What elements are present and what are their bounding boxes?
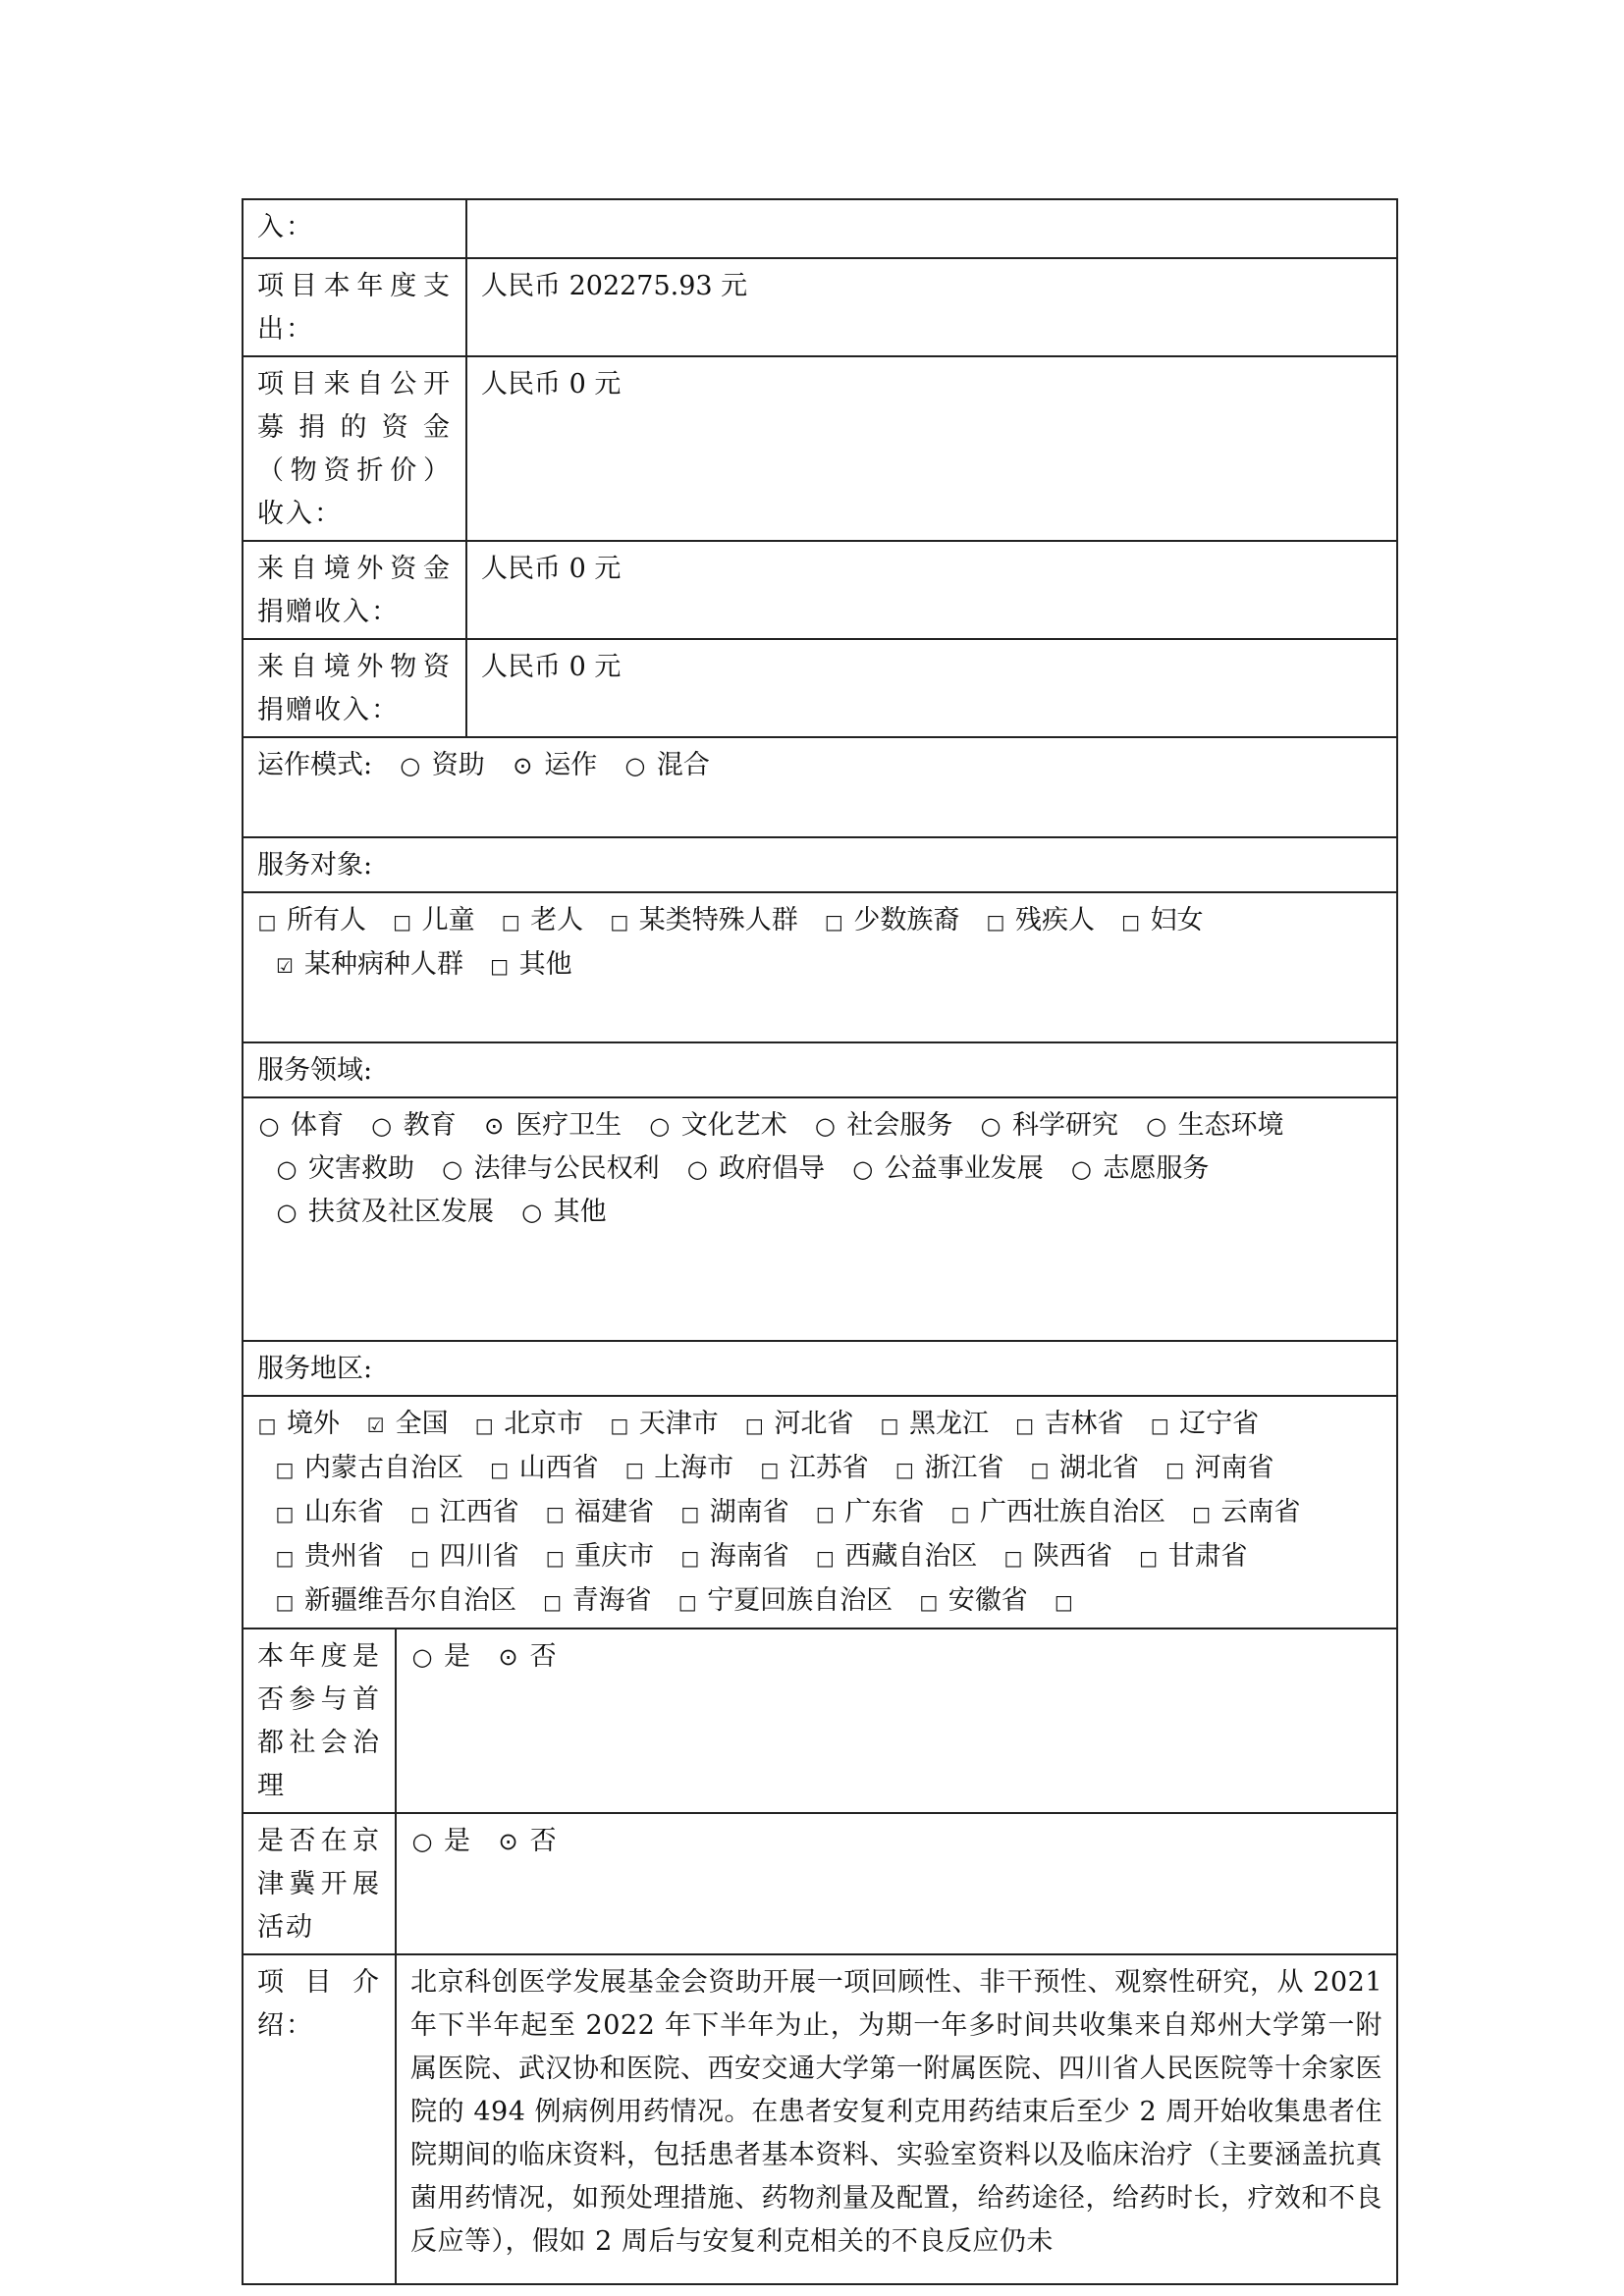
service-region-options-option[interactable] <box>257 1409 340 1439</box>
service-field-options-option[interactable] <box>834 1153 1044 1184</box>
option-label: 教育 <box>403 1110 457 1141</box>
service-field-options-option[interactable] <box>1127 1110 1284 1141</box>
option-label: 吉林省 <box>1044 1409 1124 1439</box>
service-region-options-option[interactable] <box>986 1541 1112 1572</box>
checkbox-icon[interactable]: □ <box>393 910 412 934</box>
service-region-options-option[interactable] <box>797 1497 924 1527</box>
service-region-options-option[interactable] <box>472 1453 599 1483</box>
service-region-options <box>243 1396 1397 1629</box>
checkbox-icon[interactable]: □ <box>257 1414 277 1437</box>
radio-icon[interactable]: ○ <box>411 1828 433 1855</box>
service-field-options-option[interactable] <box>352 1110 457 1141</box>
checkbox-icon[interactable]: □ <box>610 1414 629 1437</box>
option-label: 某种病种人群 <box>304 949 463 980</box>
service-region-options-option[interactable] <box>527 1497 654 1527</box>
radio-icon[interactable]: ○ <box>442 1155 463 1183</box>
checkbox-icon[interactable]: □ <box>1165 1458 1185 1481</box>
service-field-options-option[interactable] <box>257 1153 414 1184</box>
public-fundraising-label: 项目来自公开募捐的资金（物资折价）收入： <box>243 356 466 541</box>
option-label: 福建省 <box>574 1497 655 1527</box>
service-region-options-option[interactable] <box>607 1453 733 1483</box>
radio-icon[interactable]: ○ <box>258 1112 280 1140</box>
service-region-options-option[interactable] <box>663 1497 789 1527</box>
checkbox-icon[interactable]: □ <box>986 910 1005 934</box>
service-field-options <box>243 1097 1397 1341</box>
checkbox-icon[interactable]: □ <box>545 1546 565 1570</box>
service-region-options-option[interactable] <box>393 1541 519 1572</box>
checkbox-icon[interactable]: □ <box>744 1414 764 1437</box>
row-service-target-options <box>243 892 1397 1042</box>
radio-selected-icon[interactable]: ⊙ <box>498 1828 518 1855</box>
checkbox-icon[interactable]: □ <box>950 1502 970 1525</box>
option-label: 上海市 <box>654 1453 734 1483</box>
option-label: 江苏省 <box>788 1453 869 1483</box>
option-label: 老人 <box>530 905 584 935</box>
checkbox-icon[interactable]: □ <box>760 1458 780 1481</box>
option-label: 扶贫及社区发展 <box>308 1197 494 1227</box>
option-label: 体育 <box>291 1110 344 1141</box>
service-region-options-option[interactable] <box>349 1409 449 1439</box>
capital-governance-options-option[interactable] <box>410 1641 470 1672</box>
capital-governance-label: 本年度是否参与首都社会治理 <box>243 1629 396 1813</box>
service-field-options-option[interactable] <box>630 1110 787 1141</box>
radio-icon[interactable]: ○ <box>980 1112 1001 1140</box>
service-field-options-option[interactable] <box>423 1153 660 1184</box>
service-region-options-option[interactable] <box>457 1409 583 1439</box>
service-region-options-option[interactable] <box>862 1409 989 1439</box>
project-intro-label: 项 目 介 绍： <box>243 1954 396 2284</box>
checkbox-icon[interactable]: □ <box>677 1590 697 1614</box>
option-label: 所有人 <box>287 905 366 935</box>
radio-icon[interactable]: ○ <box>521 1199 543 1226</box>
service-region-options-option[interactable] <box>998 1409 1124 1439</box>
option-label: 云南省 <box>1220 1497 1301 1527</box>
foreign-funds-label: 来自境外资金捐赠收入： <box>243 541 466 639</box>
radio-icon[interactable]: ○ <box>1146 1112 1167 1140</box>
option-label: 其他 <box>518 949 572 980</box>
service-target-options-option[interactable] <box>806 905 959 935</box>
option-label: 陕西省 <box>1032 1541 1112 1572</box>
service-region-options-option[interactable] <box>525 1585 652 1616</box>
row-public-fundraising <box>243 356 1397 541</box>
service-region-options-option[interactable] <box>660 1585 893 1616</box>
service-region-options-option[interactable] <box>877 1453 1003 1483</box>
service-target-options-option[interactable] <box>375 905 475 935</box>
jingjinji-label: 是否在京津冀开展活动 <box>243 1813 396 1954</box>
checkbox-icon[interactable]: □ <box>815 1546 835 1570</box>
operation-mode-options-option[interactable] <box>381 750 485 780</box>
row-jingjinji <box>243 1813 1397 1954</box>
operation-mode-cell <box>243 737 1397 837</box>
operation-mode-options <box>381 750 710 780</box>
option-label: 运作 <box>544 750 598 780</box>
radio-icon[interactable]: ○ <box>852 1155 874 1183</box>
option-label: 浙江省 <box>924 1453 1004 1483</box>
radio-selected-icon[interactable]: ⊙ <box>484 1112 505 1140</box>
service-target-options-option[interactable] <box>592 905 798 935</box>
service-region-options-option[interactable] <box>257 1453 463 1483</box>
service-region-options-option[interactable] <box>1012 1453 1139 1483</box>
row-service-field-options <box>243 1097 1397 1341</box>
radio-icon[interactable]: ○ <box>814 1112 836 1140</box>
option-label: 境外 <box>287 1409 340 1439</box>
option-label: 社会服务 <box>846 1110 953 1141</box>
radio-icon[interactable]: ○ <box>686 1155 708 1183</box>
option-label: 否 <box>529 1826 557 1856</box>
checkbox-icon[interactable]: □ <box>894 1458 914 1481</box>
checkbox-icon[interactable]: □ <box>1030 1458 1050 1481</box>
row-service-field-header <box>243 1042 1397 1097</box>
option-label: 广东省 <box>844 1497 925 1527</box>
foreign-goods-value: 人民币 0 元 <box>466 639 1397 737</box>
service-region-options-option[interactable] <box>901 1585 1028 1616</box>
radio-icon[interactable]: ○ <box>400 752 421 779</box>
checkbox-icon[interactable]: □ <box>490 954 510 978</box>
row-income-tail <box>243 199 1397 258</box>
checkbox-icon[interactable]: □ <box>257 910 277 934</box>
radio-icon[interactable]: ○ <box>371 1112 393 1140</box>
service-field-options-option[interactable] <box>795 1110 952 1141</box>
option-label: 法律与公民权利 <box>473 1153 660 1184</box>
option-label: 重庆市 <box>574 1541 655 1572</box>
radio-selected-icon[interactable]: ⊙ <box>513 752 533 779</box>
service-target-options-option[interactable] <box>472 949 572 980</box>
option-label: 宁夏回族自治区 <box>707 1585 893 1616</box>
service-field-label: 服务领域: <box>243 1042 1397 1097</box>
option-label: 公益事业发展 <box>884 1153 1044 1184</box>
checkbox-icon[interactable]: □ <box>410 1502 430 1525</box>
row-service-region-header <box>243 1341 1397 1396</box>
checkbox-icon[interactable]: □ <box>501 910 520 934</box>
option-label: 残疾人 <box>1014 905 1095 935</box>
capital-governance-options-option[interactable] <box>479 1641 557 1672</box>
checkbox-icon[interactable]: □ <box>275 1502 295 1525</box>
checkbox-icon[interactable]: □ <box>1150 1414 1169 1437</box>
service-field-options-option[interactable] <box>503 1197 607 1227</box>
service-target-options-option[interactable] <box>968 905 1095 935</box>
service-field-options-option[interactable] <box>1052 1153 1209 1184</box>
option-label: 甘肃省 <box>1167 1541 1248 1572</box>
service-target-options <box>243 892 1397 1042</box>
service-region-options-option[interactable] <box>527 1541 654 1572</box>
option-label: 天津市 <box>638 1409 719 1439</box>
foreign-funds-value: 人民币 0 元 <box>466 541 1397 639</box>
service-region-options-option[interactable] <box>1132 1409 1259 1439</box>
option-label: 湖南省 <box>709 1497 789 1527</box>
radio-icon[interactable]: ○ <box>1070 1155 1092 1183</box>
row-operation-mode <box>243 737 1397 837</box>
project-intro-text: 北京科创医学发展基金会资助开展一项回顾性、非干预性、观察性研究，从 2021 年下半年起至 2022 年下半年为止，为期一年多时间共收集来自郑州大学第一附属医院、武汉协和医院、西安交通大学第一附属医院、四川省人民医院等十余家医院的 494 例病例用药情况。在患者安复利克用药结束后至少 2 周开始收集患者住院期间的临床资料，包括患者基本资料、实验室资料以及临床治疗（主要涵盖抗真菌用药情况，如预处理措施、药物剂量及配置，给药途径，给药时长，疗效和不良反应等），假如 2 周后与安复利克相关的不良反应仍未 <box>396 1954 1397 2284</box>
option-label: 文化艺术 <box>680 1110 787 1141</box>
checkbox-icon[interactable]: □ <box>1139 1546 1159 1570</box>
checked-box-icon[interactable]: ☑ <box>366 1414 385 1437</box>
option-label: 少数族裔 <box>853 905 960 935</box>
option-label: 江西省 <box>439 1497 519 1527</box>
jingjinji-options-option[interactable] <box>479 1826 557 1856</box>
radio-icon[interactable]: ○ <box>411 1643 433 1671</box>
checkbox-icon[interactable]: □ <box>824 910 843 934</box>
checkbox-icon[interactable]: □ <box>410 1546 430 1570</box>
service-region-options-option[interactable] <box>1121 1541 1248 1572</box>
option-label: 妇女 <box>1150 905 1204 935</box>
option-label: 全国 <box>395 1409 449 1439</box>
radio-selected-icon[interactable]: ⊙ <box>498 1643 518 1671</box>
option-label: 四川省 <box>439 1541 519 1572</box>
public-fundraising-value: 人民币 0 元 <box>466 356 1397 541</box>
checkbox-icon[interactable]: □ <box>815 1502 835 1525</box>
row-project-intro <box>243 1954 1397 2284</box>
checkbox-icon[interactable]: □ <box>680 1546 700 1570</box>
option-label: 否 <box>529 1641 557 1672</box>
option-label: 是 <box>444 1826 470 1856</box>
checkbox-icon[interactable]: □ <box>680 1502 700 1525</box>
radio-icon[interactable]: ○ <box>276 1199 298 1226</box>
checkbox-icon[interactable]: □ <box>1003 1546 1023 1570</box>
option-label: 政府倡导 <box>719 1153 826 1184</box>
checkbox-icon[interactable]: □ <box>919 1590 939 1614</box>
checkbox-icon[interactable]: □ <box>1192 1502 1212 1525</box>
service-field-options-option[interactable] <box>257 1110 344 1141</box>
option-label: 广西壮族自治区 <box>979 1497 1165 1527</box>
service-target-options-option[interactable] <box>1104 905 1204 935</box>
checkbox-icon[interactable]: □ <box>490 1458 510 1481</box>
option-label: 混合 <box>656 750 710 780</box>
row-service-target-header <box>243 837 1397 892</box>
service-field-options-option[interactable] <box>668 1153 825 1184</box>
service-field-options-option[interactable] <box>464 1110 622 1141</box>
option-label: 科学研究 <box>1011 1110 1118 1141</box>
service-region-options-option[interactable] <box>1148 1453 1274 1483</box>
service-region-options-option[interactable] <box>742 1453 869 1483</box>
checkbox-icon[interactable]: □ <box>880 1414 899 1437</box>
checkbox-icon[interactable]: □ <box>474 1414 494 1437</box>
option-label: 山东省 <box>304 1497 384 1527</box>
operation-mode-options-option[interactable] <box>493 750 597 780</box>
option-label: 贵州省 <box>304 1541 384 1572</box>
checkbox-icon[interactable]: □ <box>543 1590 563 1614</box>
option-label: 西藏自治区 <box>844 1541 978 1572</box>
option-label: 青海省 <box>571 1585 652 1616</box>
service-region-options-option[interactable] <box>797 1541 977 1572</box>
service-region-label: 服务地区: <box>243 1341 1397 1396</box>
jingjinji-options-option[interactable] <box>410 1826 470 1856</box>
radio-icon[interactable]: ○ <box>624 752 646 779</box>
service-region-options-option[interactable] <box>592 1409 719 1439</box>
option-label: 海南省 <box>709 1541 789 1572</box>
service-region-options-option[interactable] <box>393 1497 519 1527</box>
foreign-goods-label: 来自境外物资捐赠收入： <box>243 639 466 737</box>
option-label: 安徽省 <box>947 1585 1028 1616</box>
project-info-table <box>242 198 1398 2285</box>
operation-mode-label: 运作模式: <box>257 750 373 780</box>
checked-box-icon[interactable]: ☑ <box>276 954 294 978</box>
option-label: 儿童 <box>421 905 475 935</box>
option-label: 志愿服务 <box>1103 1153 1210 1184</box>
service-target-options-option[interactable] <box>483 905 583 935</box>
checkbox-icon[interactable]: □ <box>624 1458 644 1481</box>
service-region-options-option[interactable] <box>663 1541 789 1572</box>
checkbox-icon[interactable]: □ <box>275 1546 295 1570</box>
service-region-options-option[interactable] <box>257 1585 516 1616</box>
checkbox-icon[interactable]: □ <box>545 1502 565 1525</box>
option-label: 灾害救助 <box>308 1153 414 1184</box>
checkbox-icon[interactable]: □ <box>275 1590 295 1614</box>
option-label: 其他 <box>553 1197 607 1227</box>
service-target-options-option[interactable] <box>257 905 366 935</box>
annual-expense-value: 人民币 202275.93 元 <box>466 258 1397 356</box>
option-label: 新疆维吾尔自治区 <box>304 1585 516 1616</box>
service-field-options-option[interactable] <box>257 1197 494 1227</box>
capital-governance-options <box>396 1629 1397 1813</box>
row-foreign-goods <box>243 639 1397 737</box>
service-region-options-option[interactable] <box>257 1541 384 1572</box>
income-tail-value <box>466 199 1397 258</box>
option-label: 湖北省 <box>1058 1453 1139 1483</box>
row-capital-governance <box>243 1629 1397 1813</box>
option-label: 辽宁省 <box>1179 1409 1260 1439</box>
checkbox-icon[interactable]: □ <box>275 1458 295 1481</box>
service-target-options-option[interactable] <box>257 949 463 980</box>
checkbox-icon[interactable]: □ <box>1015 1414 1035 1437</box>
option-label: 资助 <box>431 750 485 780</box>
option-label: 河南省 <box>1194 1453 1274 1483</box>
row-foreign-funds <box>243 541 1397 639</box>
option-label: 山西省 <box>518 1453 599 1483</box>
operation-mode-options-option[interactable] <box>606 750 710 780</box>
service-region-options-option[interactable] <box>727 1409 853 1439</box>
checkbox-icon[interactable]: □ <box>1121 910 1141 934</box>
jingjinji-options <box>396 1813 1397 1954</box>
option-label: 北京市 <box>504 1409 584 1439</box>
service-region-options-option[interactable] <box>257 1497 384 1527</box>
service-region-options-option[interactable] <box>1036 1585 1083 1616</box>
option-label: 医疗卫生 <box>515 1110 623 1141</box>
option-label: 某类特殊人群 <box>638 905 798 935</box>
option-label: 黑龙江 <box>908 1409 989 1439</box>
checkbox-icon[interactable]: □ <box>1054 1590 1073 1614</box>
income-tail-label: 入： <box>243 199 466 258</box>
service-field-options-option[interactable] <box>961 1110 1118 1141</box>
checkbox-icon[interactable]: □ <box>610 910 629 934</box>
option-label: 生态环境 <box>1177 1110 1284 1141</box>
annual-expense-label: 项目本年度支出： <box>243 258 466 356</box>
service-target-label: 服务对象: <box>243 837 1397 892</box>
service-region-options-option[interactable] <box>933 1497 1165 1527</box>
option-label: 河北省 <box>774 1409 854 1439</box>
radio-icon[interactable]: ○ <box>276 1155 298 1183</box>
service-region-options-option[interactable] <box>1174 1497 1301 1527</box>
row-service-region-options <box>243 1396 1397 1629</box>
radio-icon[interactable]: ○ <box>649 1112 671 1140</box>
option-label: 是 <box>444 1641 470 1672</box>
option-label: 内蒙古自治区 <box>304 1453 463 1483</box>
row-annual-expense <box>243 258 1397 356</box>
